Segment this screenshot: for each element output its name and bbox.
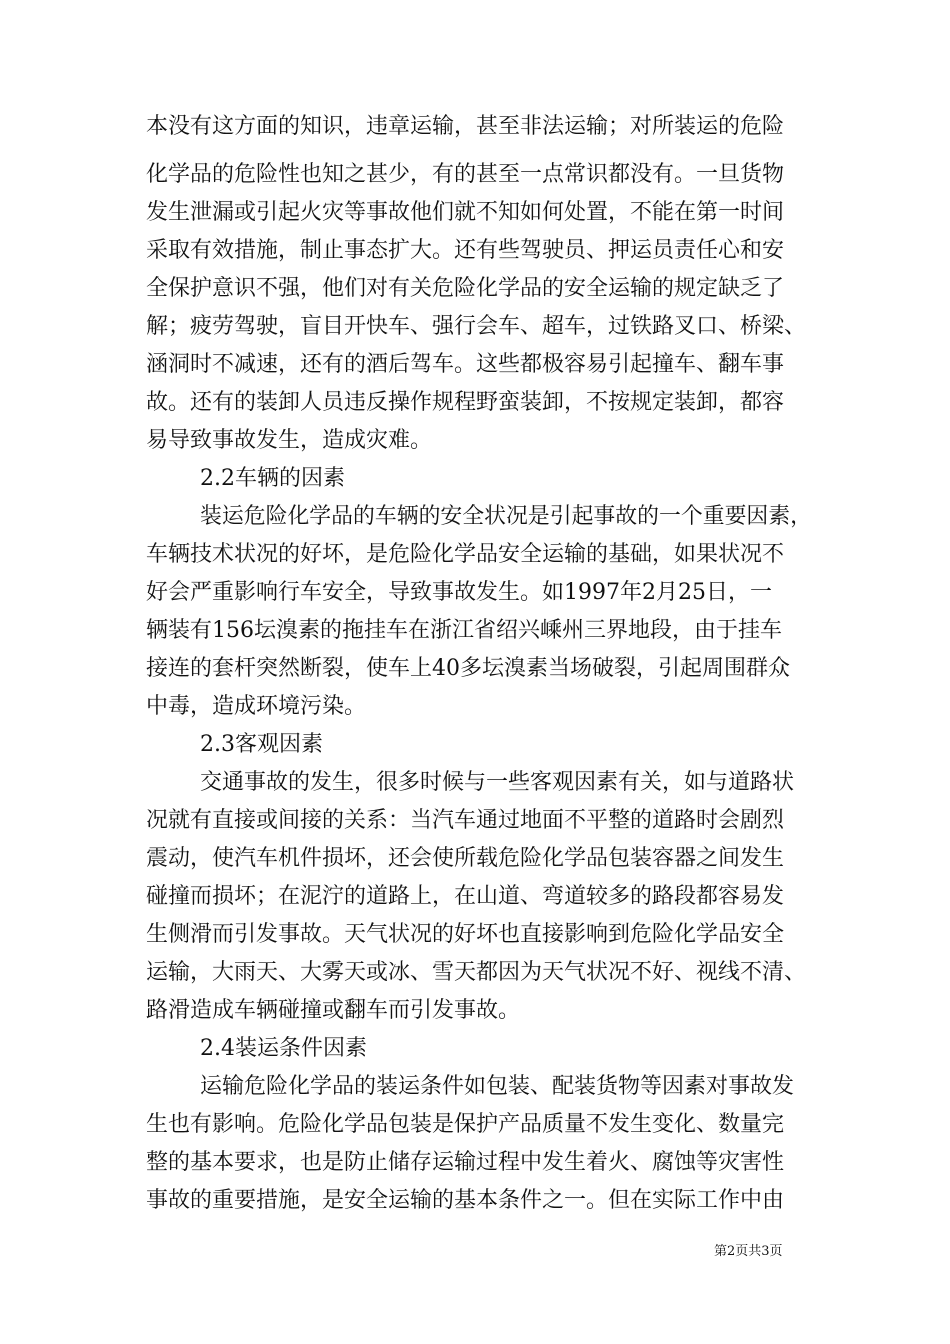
text-line: 运输，大雨天、大雾天或冰、雪天都因为天气状况不好、视线不清、 — [146, 960, 807, 985]
text-line: 接连的套杆突然断裂，使车上40多坛溴素当场破裂，引起周围群众 — [146, 656, 790, 681]
section-heading-2-2: 2.2车辆的因素 — [200, 466, 345, 491]
text-line: 涵洞时不减速，还有的酒后驾车。这些都极容易引起撞车、翻车事 — [146, 352, 785, 377]
section-heading-2-4: 2.4装运条件因素 — [200, 1036, 367, 1061]
text-line: 碰撞而损坏；在泥泞的道路上，在山道、弯道较多的路段都容易发 — [146, 884, 785, 909]
text-line: 况就有直接或间接的关系：当汽车通过地面不平整的道路时会剧烈 — [146, 808, 785, 833]
text-line: 车辆技术状况的好坏，是危险化学品安全运输的基础，如果状况不 — [146, 542, 785, 567]
section-heading-2-3: 2.3客观因素 — [200, 732, 323, 757]
text-line: 采取有效措施，制止事态扩大。还有些驾驶员、押运员责任心和安 — [146, 238, 785, 263]
text-line: 震动，使汽车机件损坏，还会使所载危险化学品包装容器之间发生 — [146, 846, 785, 871]
text-line: 运输危险化学品的装运条件如包装、配装货物等因素对事故发 — [200, 1074, 795, 1099]
text-line: 好会严重影响行车安全，导致事故发生。如1997年2月25日，一 — [146, 580, 772, 605]
text-line: 路滑造成车辆碰撞或翻车而引发事故。 — [146, 998, 521, 1023]
text-line: 交通事故的发生，很多时候与一些客观因素有关，如与道路状 — [200, 770, 795, 795]
text-line: 生侧滑而引发事故。天气状况的好坏也直接影响到危险化学品安全 — [146, 922, 785, 947]
text-line: 易导致事故发生，造成灾难。 — [146, 428, 433, 453]
page-number: 第2页共3页 — [714, 1244, 783, 1259]
text-line: 装运危险化学品的车辆的安全状况是引起事故的一个重要因素， — [200, 504, 813, 529]
text-line: 发生泄漏或引起火灾等事故他们就不知如何处置，不能在第一时间 — [146, 200, 785, 225]
text-line: 辆装有156坛溴素的拖挂车在浙江省绍兴嵊州三界地段，由于挂车 — [146, 618, 782, 643]
text-line: 事故的重要措施，是安全运输的基本条件之一。但在实际工作中由 — [146, 1188, 785, 1213]
text-line: 故。还有的装卸人员违反操作规程野蛮装卸，不按规定装卸，都容 — [146, 390, 785, 415]
text-line: 整的基本要求，也是防止储存运输过程中发生着火、腐蚀等灾害性 — [146, 1150, 785, 1175]
text-line: 中毒，造成环境污染。 — [146, 694, 367, 719]
text-line: 本没有这方面的知识，违章运输，甚至非法运输；对所装运的危险 — [146, 114, 785, 139]
text-line: 解；疲劳驾驶，盲目开快车、强行会车、超车，过铁路叉口、桥梁、 — [146, 314, 807, 339]
text-line: 生也有影响。危险化学品包装是保护产品质量不发生变化、数量完 — [146, 1112, 785, 1137]
text-line: 全保护意识不强，他们对有关危险化学品的安全运输的规定缺乏了 — [146, 276, 785, 301]
text-line: 化学品的危险性也知之甚少，有的甚至一点常识都没有。一旦货物 — [146, 162, 785, 187]
